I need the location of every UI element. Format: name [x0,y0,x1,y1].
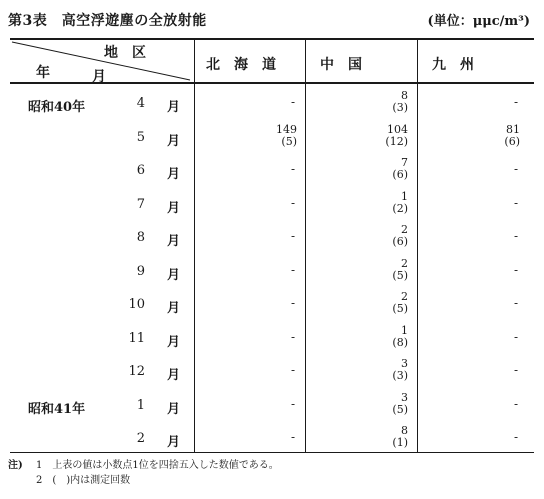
chugoku-cell [348,191,408,215]
hokkaido-no-data: - [291,162,296,176]
chugoku-cell [348,358,408,382]
notes-label: 注) [8,460,23,471]
chugoku-cell [348,224,408,248]
column-header-hokkaido: 北 海 道 [206,57,276,73]
kyushu-cell [460,124,520,148]
table-title: 第3表 高空浮遊塵の全放射能 [8,13,207,29]
kyushu-no-data: - [514,162,519,176]
chugoku-value: 1 [401,323,408,337]
month-number: 9 [136,263,145,279]
month-suffix: 月 [167,167,181,182]
month-number: 7 [136,196,145,212]
month-number: 8 [136,230,145,245]
chugoku-count: (3) [392,369,408,382]
column-header-chugoku [320,54,402,74]
month-suffix: 月 [167,301,181,316]
chugoku-value: 8 [401,424,408,437]
column-rule-1 [194,38,195,452]
column-header-chugoku-text: 中 国 [320,57,362,73]
chugoku-value: 2 [401,290,408,303]
chugoku-count: (5) [392,268,408,282]
month-number: 5 [136,129,145,145]
month-number: 11 [128,330,145,346]
note-line-2 [8,473,279,488]
chugoku-value: 2 [401,223,408,236]
table-notes [8,458,279,488]
chugoku-cell [348,291,408,315]
chugoku-cell [348,258,408,282]
month-number: 2 [136,431,145,446]
kyushu-no-data: - [514,396,519,411]
month-suffix: 月 [167,200,181,216]
hokkaido-no-data: - [291,296,296,310]
hokkaido-no-data: - [291,329,296,344]
note-item-1: 1 上表の値は小数点1位を四捨五入した数値である。 [36,460,279,471]
chugoku-cell [348,325,408,349]
chugoku-value: 2 [401,256,408,270]
month-suffix: 月 [167,334,181,350]
kyushu-count: (6) [504,134,520,148]
chugoku-cell [348,425,408,449]
hokkaido-cell [237,124,297,148]
year-header: 年 [36,65,50,81]
kyushu-no-data: - [514,363,519,377]
chugoku-count: (1) [392,436,408,449]
era-label: 昭和41年 [28,401,86,417]
hokkaido-no-data: - [291,262,296,277]
region-header: 地 区 [104,45,146,61]
chugoku-cell [348,124,408,148]
column-rule-3 [417,38,418,452]
kyushu-no-data: - [514,195,519,210]
chugoku-count: (3) [392,101,408,114]
chugoku-value: 3 [401,357,408,370]
chugoku-cell [348,392,408,416]
month-suffix: 月 [167,234,181,249]
column-rule-2 [305,38,306,452]
chugoku-value: 3 [401,390,408,404]
hokkaido-no-data: - [291,229,296,243]
month-suffix: 月 [167,368,181,383]
hokkaido-value: 149 [276,122,297,136]
chugoku-value: 104 [387,122,408,136]
column-header-kyushu: 九 州 [432,57,474,73]
month-number: 12 [128,364,145,379]
table-bottom-rule [10,452,534,453]
month-header: 月 [92,69,106,85]
kyushu-no-data: - [514,229,519,243]
chugoku-count: (5) [392,402,408,416]
kyushu-no-data: - [514,262,519,277]
chugoku-count: (12) [385,134,408,148]
kyushu-no-data: - [514,430,519,444]
era-label: 昭和40年 [28,100,86,115]
note-item-2: 2 ( )内は測定回数 [36,475,131,486]
unit-label: (単位：μμc/m³) [427,14,530,29]
chugoku-count: (2) [392,201,408,215]
chugoku-value: 1 [401,189,408,203]
hokkaido-no-data: - [291,430,296,444]
hokkaido-no-data: - [291,95,296,109]
chugoku-value: 7 [401,156,408,169]
month-number: 6 [136,163,145,178]
month-suffix: 月 [167,100,181,115]
chugoku-value: 8 [401,89,408,102]
month-suffix: 月 [167,133,181,149]
month-suffix: 月 [167,435,181,450]
chugoku-cell [348,90,408,114]
hokkaido-no-data: - [291,363,296,377]
kyushu-value: 81 [506,122,520,136]
month-suffix: 月 [167,401,181,417]
chugoku-count: (5) [392,302,408,315]
kyushu-no-data: - [514,329,519,344]
hokkaido-count: (5) [281,134,297,148]
month-number: 1 [136,397,145,413]
chugoku-cell [348,157,408,181]
kyushu-no-data: - [514,95,519,109]
chugoku-count: (6) [392,235,408,248]
header-bottom-rule [10,82,534,84]
chugoku-count: (8) [392,335,408,349]
kyushu-no-data: - [514,296,519,310]
note-line-1 [8,458,279,473]
month-number: 4 [136,96,145,111]
hokkaido-no-data: - [291,396,296,411]
chugoku-count: (6) [392,168,408,181]
month-suffix: 月 [167,267,181,283]
hokkaido-no-data: - [291,195,296,210]
month-number: 10 [128,297,145,312]
